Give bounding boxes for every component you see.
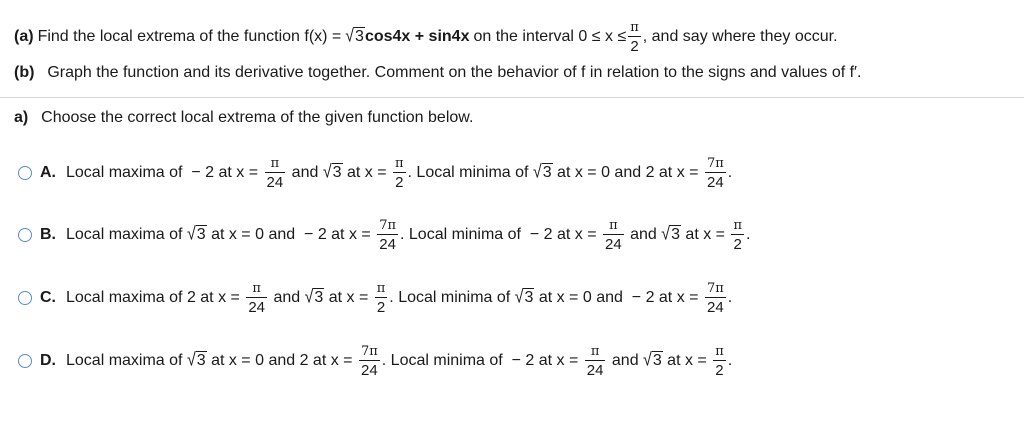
option-letter: B. — [40, 226, 56, 243]
divider — [0, 97, 1024, 98]
fraction: $\frac{\pi}{24}$ — [586, 343, 604, 379]
option-letter: A. — [40, 164, 56, 181]
radio-button[interactable] — [18, 354, 32, 368]
fraction: $\frac{7\pi}{24}$ — [360, 343, 378, 379]
fraction: $\frac{7\pi}{24}$ — [706, 155, 724, 191]
function-terms: cos4x + sin4x — [364, 28, 470, 45]
sqrt-expression: √3 — [186, 350, 206, 371]
part-b-text: Graph the function and its derivative together. Comment on the behavior of f in relation to the signs and values of f′. — [47, 64, 862, 81]
option-text: Local maxima of − 2 at x = $\frac{\pi}{24}$ and √3 at x = $\frac{\pi}{2}$ . Local minima of √3 at x = 0 and 2 at x = $\frac{7\pi}{24}$ . — [66, 155, 733, 191]
radio-button[interactable] — [18, 228, 32, 242]
part-b-prefix: (b) — [14, 64, 35, 81]
fraction: $\frac{\pi}{24}$ — [248, 280, 265, 316]
fraction: $\frac{\pi}{24}$ — [266, 155, 284, 191]
option-a[interactable] — [18, 153, 732, 193]
radio-button[interactable] — [18, 166, 32, 180]
prompt-label: a) — [14, 109, 29, 126]
sqrt-expression: √3 — [304, 287, 324, 308]
fraction: $\frac{7\pi}{24}$ — [379, 217, 397, 253]
option-letter: C. — [40, 289, 56, 306]
sqrt-expression: √3 — [643, 350, 662, 371]
option-text: Local maxima of 2 at x = $\frac{\pi}{24}$ and √3 at x = $\frac{\pi}{2}$ . Local minima of √3 at x = 0 and − 2 at x = $\frac{7\pi}{24}$ . — [66, 280, 733, 316]
fraction: $\frac{\pi}{2}$ — [394, 155, 404, 191]
sqrt-expression: √3 — [532, 162, 552, 183]
sqrt-expression: √3 — [661, 224, 680, 245]
interval-text: on the interval 0 ≤ x ≤ — [473, 28, 627, 45]
option-text: Local maxima of √3 at x = 0 and − 2 at x = $\frac{7\pi}{24}$ . Local minima of − 2 at x = $\frac{\pi}{24}$ and √3 at x = $\frac{\pi}{2}$ . — [66, 217, 751, 253]
fraction: $\frac{\pi}{2}$ — [715, 343, 724, 379]
option-c[interactable] — [18, 278, 732, 318]
fraction: $\frac{\pi}{24}$ — [605, 217, 622, 253]
sqrt-expression: √3 — [186, 224, 206, 245]
option-text: Local maxima of √3 at x = 0 and 2 at x = $\frac{7\pi}{24}$ . Local minima of − 2 at x = $\frac{\pi}{24}$ and √3 at x = $\frac{\pi}{2}$ . — [66, 343, 733, 379]
question-part-b — [14, 64, 862, 82]
part-a-suffix: , and say where they occur. — [642, 28, 838, 45]
option-d[interactable] — [18, 341, 732, 381]
part-a-text: Find the local extrema of the function f(x) = — [37, 28, 342, 45]
fraction: $\frac{7\pi}{24}$ — [706, 280, 724, 316]
interval-fraction: $\frac{\pi}{2}$ — [630, 19, 639, 55]
fraction: $\frac{\pi}{2}$ — [733, 217, 742, 253]
fraction: $\frac{\pi}{2}$ — [376, 280, 386, 316]
sqrt-expression: √3 — [322, 162, 342, 183]
part-a-prefix: (a) — [14, 28, 34, 45]
prompt-text: Choose the correct local extrema of the given function below. — [41, 109, 474, 126]
option-letter: D. — [40, 352, 56, 369]
radio-button[interactable] — [18, 291, 32, 305]
question-part-a — [14, 20, 838, 54]
option-b[interactable] — [18, 215, 750, 255]
sqrt-expression: √3 — [345, 26, 364, 47]
prompt — [14, 109, 473, 127]
sqrt-expression: √3 — [514, 287, 534, 308]
